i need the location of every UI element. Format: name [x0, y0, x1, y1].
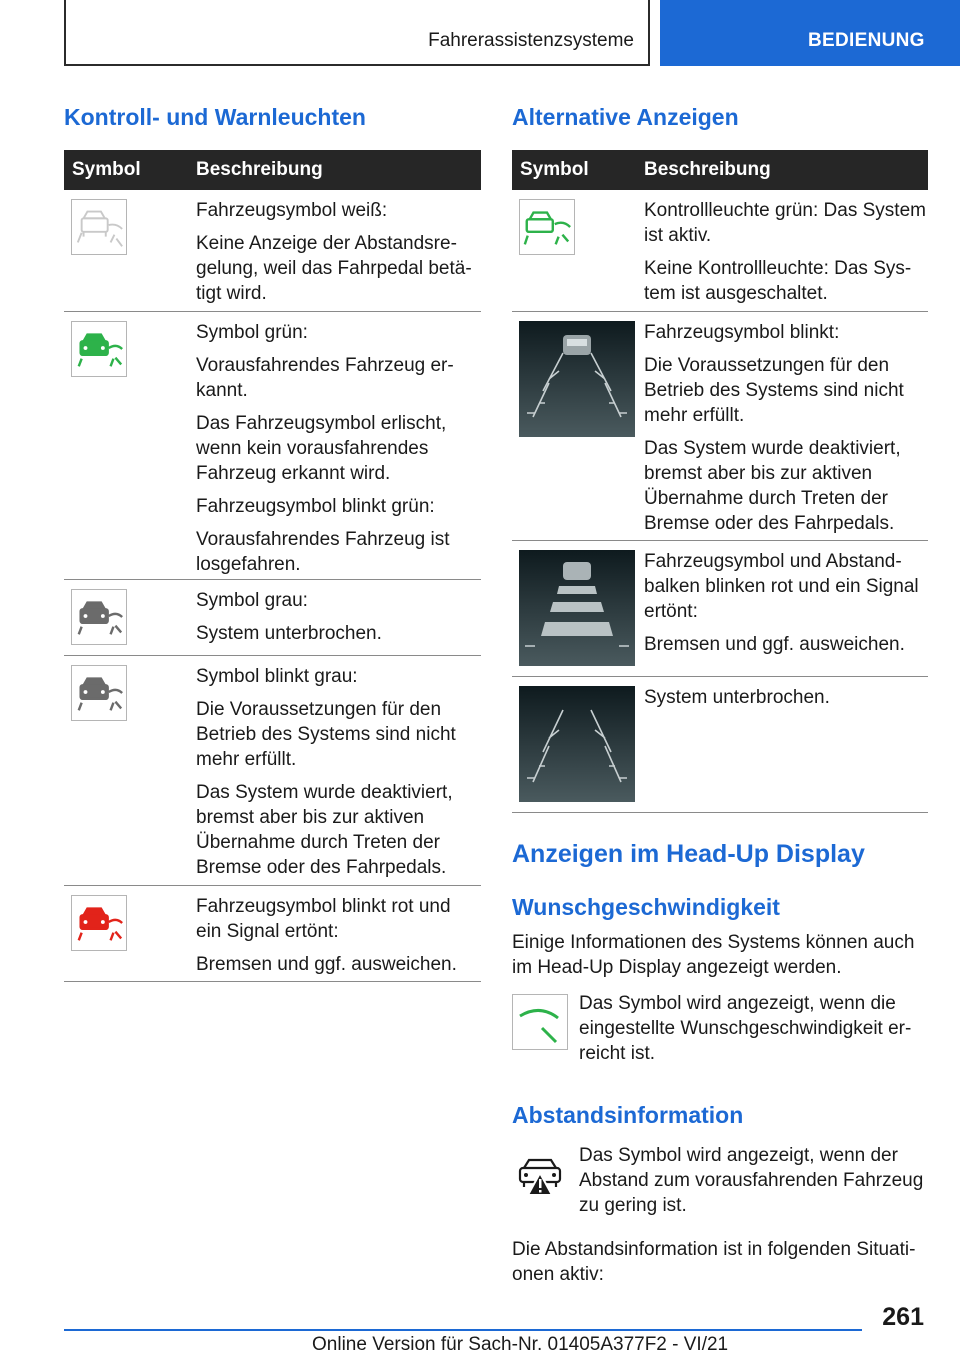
hud-title: Anzeigen im Head-Up Display	[512, 840, 865, 868]
col-symbol-header: Symbol	[520, 159, 589, 180]
table-header	[64, 150, 481, 190]
car-distance-grey-icon	[71, 589, 127, 645]
hud-subtitle-speed: Wunschgeschwindigkeit	[512, 894, 780, 920]
car-distance-green-icon	[71, 321, 127, 377]
col-symbol-header: Symbol	[72, 159, 141, 180]
row2-line3: Das Fahrzeugsymbol erlischt, wenn kein vorausfahrendes Fahrzeug erkannt wird.	[196, 413, 447, 484]
alt-row1-line1: Kontrollleuchte grün: Das System ist aktiv.	[644, 200, 926, 246]
alt-row4-line1: System unterbrochen.	[644, 687, 830, 708]
row5-line1: Fahrzeugsymbol blinkt rot und ein Signal ertönt:	[196, 896, 451, 942]
row1-line2: Keine Anzeige der Abstandsregelung, weil das Fahrpedal betätigt wird.	[196, 233, 472, 304]
footer-version: Online Version für Sach-Nr. 01405A377F2 - VI/21	[312, 1334, 729, 1355]
table-row	[512, 312, 928, 541]
table-row	[64, 190, 481, 312]
alternative-displays-table	[512, 150, 928, 813]
row4-line2: Die Voraussetzungen für den Betrieb des Systems sind nicht mehr erfüllt.	[196, 699, 456, 770]
row2-line5: Vorausfahrendes Fahrzeug ist losgefahren.	[196, 529, 450, 575]
row3-line1: Symbol grau:	[196, 590, 308, 611]
hud-subtitle-distance: Abstandsinformation	[512, 1102, 744, 1128]
header-section-label: Fahrerassistenzsysteme	[428, 30, 634, 51]
hud-outro: Die Abstandsinformation ist in folgenden Situationen aktiv:	[512, 1239, 916, 1285]
table-row	[512, 190, 928, 312]
row2-line4: Fahrzeugsymbol blinkt grün:	[196, 496, 435, 517]
table-row	[64, 580, 481, 656]
alt-row3-line2: Bremsen und ggf. ausweichen.	[644, 634, 905, 655]
alt-row2-line2: Die Voraussetzungen für den Betrieb des Systems sind nicht mehr erfüllt.	[644, 355, 904, 426]
row1-line1: Fahrzeugsymbol weiß:	[196, 200, 388, 221]
table-row	[64, 312, 481, 580]
header-chapter-tab	[660, 0, 960, 66]
row2-line1: Symbol grün:	[196, 322, 308, 343]
header-chapter-label: BEDIENUNG	[808, 30, 925, 51]
row3-line2: System unterbrochen.	[196, 623, 382, 644]
warning-lights-table	[64, 150, 481, 982]
table-header	[512, 150, 928, 190]
lane-scene-empty-icon	[519, 686, 635, 802]
table-row	[512, 541, 928, 677]
page-number: 261	[882, 1303, 924, 1331]
lane-scene-bars-icon	[519, 550, 635, 666]
hud-speed-arc-icon	[512, 994, 568, 1050]
row4-line1: Symbol blinkt grau:	[196, 666, 358, 687]
header-section-tab	[64, 0, 650, 66]
table-row	[512, 677, 928, 813]
distance-warning-icon	[512, 1146, 568, 1202]
right-section-title: Alternative Anzeigen	[512, 104, 739, 130]
hud-speed-text: Das Symbol wird angezeigt, wenn die eingestellte Wunschgeschwindigkeit erreicht ist.	[579, 993, 912, 1064]
lane-scene-car-icon	[519, 321, 635, 437]
row4-line3: Das System wurde deaktiviert, bremst aber bis zur aktiven Übernahme durch Treten der Bremse oder des Fahrpedals.	[196, 782, 453, 878]
alt-row1-line2: Keine Kontrollleuchte: Das System ist ausgeschaltet.	[644, 258, 912, 304]
col-description-header: Beschreibung	[196, 159, 323, 180]
table-row	[64, 656, 481, 886]
left-section-title: Kontroll- und Warnleuchten	[64, 104, 366, 130]
car-distance-red-icon	[71, 895, 127, 951]
col-description-header: Beschreibung	[644, 159, 771, 180]
hud-distance-text: Das Symbol wird angezeigt, wenn der Abstand zum vorausfahrenden Fahrzeug zu gering ist.	[579, 1145, 924, 1216]
speed-arc-green-icon	[519, 199, 575, 255]
car-distance-white-icon	[71, 199, 127, 255]
footer-rule	[64, 1329, 862, 1331]
row2-line2: Vorausfahrendes Fahrzeug erkannt.	[196, 355, 454, 401]
alt-row3-line1: Fahrzeugsymbol und Abstandbalken blinken rot und ein Signal ertönt:	[644, 551, 919, 622]
car-distance-grey-blink-icon	[71, 665, 127, 721]
alt-row2-line1: Fahrzeugsymbol blinkt:	[644, 322, 840, 343]
row5-line2: Bremsen und ggf. ausweichen.	[196, 954, 457, 975]
alt-row2-line3: Das System wurde deaktiviert, bremst aber bis zur aktiven Übernahme durch Treten der Bremse oder des Fahrpedals.	[644, 438, 901, 534]
hud-intro: Einige Informationen des Systems können auch im Head-Up Display angezeigt werden.	[512, 932, 915, 978]
table-row	[64, 886, 481, 982]
